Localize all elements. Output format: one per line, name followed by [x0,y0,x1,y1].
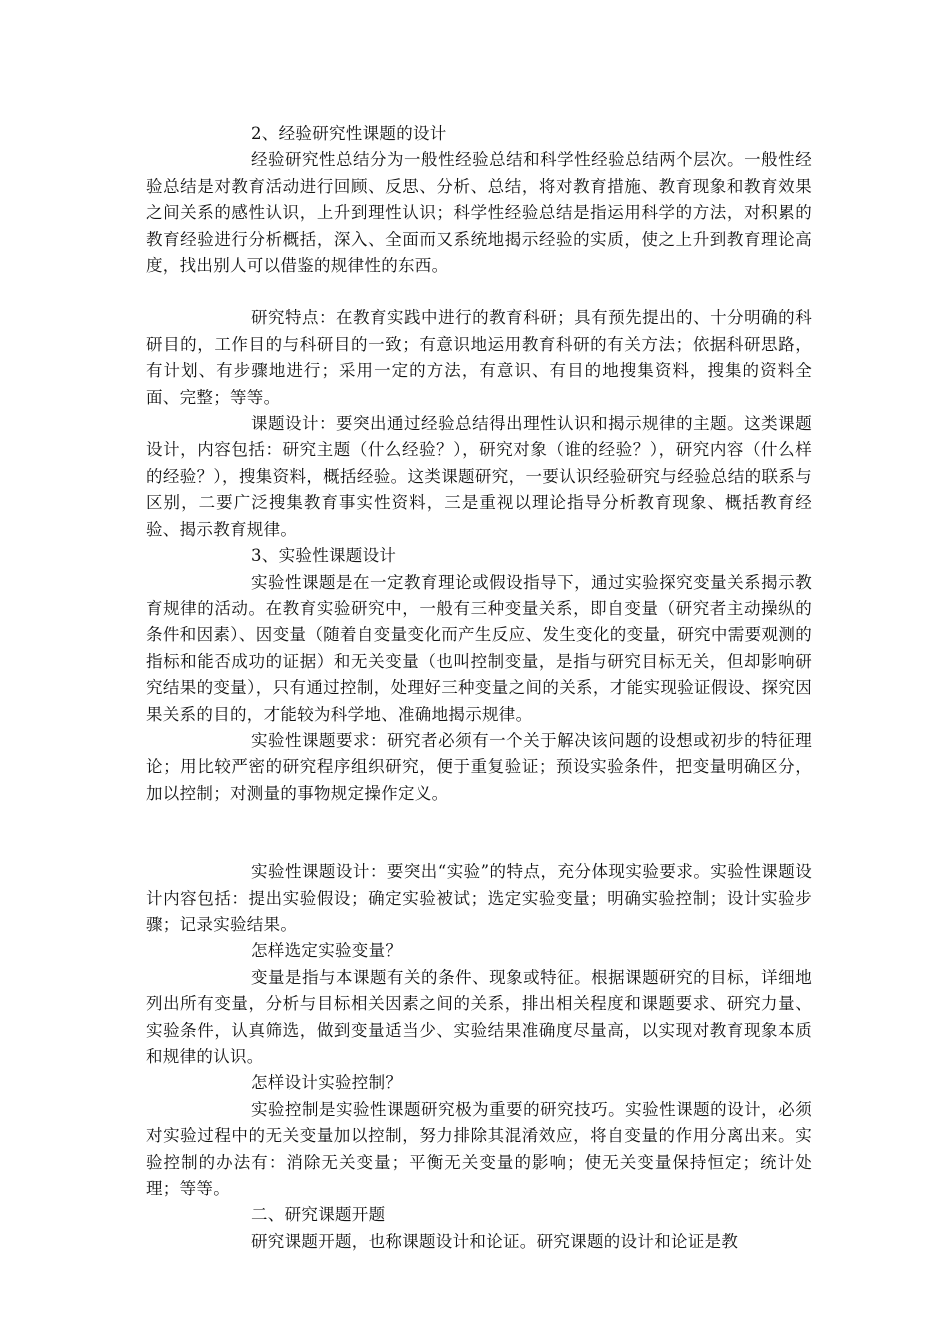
paragraph-topic-design: 课题设计：要突出通过经验总结得出理性认识和揭示规律的主题。这类课题设计，内容包括：研究主题（什么经验？），研究对象（谁的经验？），研究内容（什么样的经验？），搜集资料，概括经验。这类课题研究，一要认识经验研究与经验总结的联系与区别，二要广泛搜集教育事实性资料，三是重视以理论指导分析教育现象、概括教育经验、揭示教育规律。 [146,414,812,539]
question-heading-design-control: 怎样设计实验控制？ [251,1073,403,1093]
paragraph-experience-summary: 经验研究性总结分为一般性经验总结和科学性经验总结两个层次。一般性经验总结是对教育活动进行回顾、反思、分析、总结，将对教育措施、教育现象和教育效果之间关系的感性认识，上升到理性认识；科学性经验总结是指运用科学的方法，对积累的教育经验进行分析概括，深入、全面而又系统地揭示经验的实质，使之上升到教育理论高度，找出别人可以借鉴的规律性的东西。 [146,150,812,276]
section-heading-topic-opening: 二、研究课题开题 [251,1205,386,1225]
document-body [146,121,812,1255]
question-heading-select-variables: 怎样选定实验变量？ [251,941,403,961]
section-heading-experience-design: 2、经验研究性课题的设计 [251,124,447,143]
paragraph-research-features: 研究特点：在教育实践中进行的教育科研；具有预先提出的、十分明确的科研目的，工作目的与科研目的一致；有意识地运用教育科研的有关方法；依据科研思路，有计划、有步骤地进行；采用一定的方法，有意识、有目的地搜集资料，搜集的资料全面、完整；等等。 [146,308,812,407]
paragraph-experimental-control: 实验控制是实验性课题研究极为重要的研究技巧。实验性课题的设计，必须对实验过程中的无关变量加以控制，努力排除其混淆效应，将自变量的作用分离出来。实验控制的办法有：消除无关变量；平衡无关变量的影响；使无关变量保持恒定；统计处理；等等。 [146,1099,812,1199]
paragraph-experimental-requirements: 实验性课题要求：研究者必须有一个关于解决该问题的设想或初步的特征理论；用比较严密的研究程序组织研究，便于重复验证；预设实验条件，把变量明确区分，加以控制；对测量的事物规定操作定义。 [146,730,812,803]
paragraph-experimental-topic: 实验性课题是在一定教育理论或假设指导下，通过实验探究变量关系揭示教育规律的活动。在教育实验研究中，一般有三种变量关系，即自变量（研究者主动操纵的条件和因素）、因变量（随着自变量变化而产生反应、发生变化的变量，研究中需要观测的指标和能否成功的证据）和无关变量（也叫控制变量，是指与研究目标无关，但却影响研究结果的变量），只有通过控制，处理好三种变量之间的关系，才能实现验证假设、探究因果关系的目的，才能较为科学地、准确地揭示规律。 [146,572,812,724]
paragraph-variables: 变量是指与本课题有关的条件、现象或特征。根据课题研究的目标，详细地列出所有变量，分析与目标相关因素之间的关系，排出相关程度和课题要求、研究力量、实验条件，认真筛选，做到变量适当少、实验结果准确度尽量高，以实现对教育现象本质和规律的认识。 [146,967,812,1066]
section-heading-experimental-design: 3、实验性课题设计 [251,546,397,566]
paragraph-experimental-design-content: 实验性课题设计：要突出“实验”的特点，充分体现实验要求。实验性课题设计内容包括：提出实验假设；确定实验被试；选定实验变量；明确实验控制；设计实验步骤；记录实验结果。 [146,862,812,934]
paragraph-topic-opening: 研究课题开题，也称课题设计和论证。研究课题的设计和论证是教 [251,1231,739,1251]
